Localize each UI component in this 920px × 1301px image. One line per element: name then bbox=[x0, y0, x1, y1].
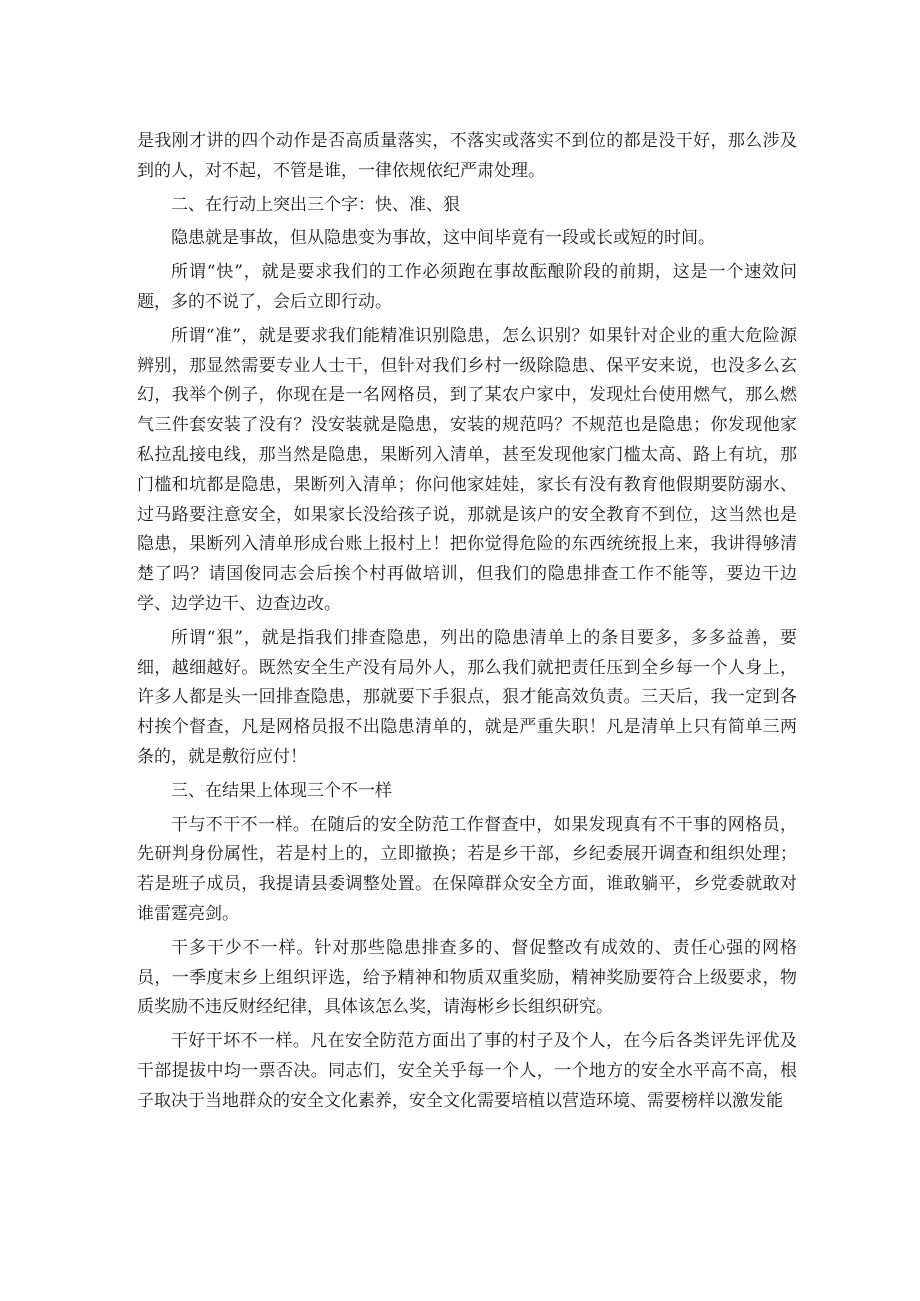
paragraph-body: 干多干少不一样。针对那些隐患排查多的、督促整改有成效的、责任心强的网格员，一季度末乡上组织评选，给予精神和物质双重奖励，精神奖励要符合上级要求，物质奖励不违反财经纪律，具体该怎么奖，请海彬乡长组织研究。 bbox=[137, 937, 797, 1018]
paragraph-body: 所谓“狠”，就是指我们排查隐患，列出的隐患清单上的条目要多，多多益善，要细，越细越好。既然安全生产没有局外人，那么我们就把责任压到全乡每一个人身上，许多人都是头一回排查隐患，那就要下手狠点，狠才能高效负责。三天后，我一定到各村挨个督查，凡是网格员报不出隐患清单的，就是严重失职！凡是清单上只有简单三两条的，就是敷衍应付！ bbox=[137, 627, 797, 767]
paragraph-body: 干与不干不一样。在随后的安全防范工作督查中，如果发现真有不干事的网格员，先研判身份属性，若是村上的，立即撤换；若是乡干部，乡纪委展开调查和组织处理；若是班子成员，我提请县委调整处置。在保障群众安全方面，谁敢躺平，乡党委就敢对谁雷霆亮剑。 bbox=[137, 814, 797, 924]
paragraph-body: 所谓“快”，就是要求我们的工作必须跑在事故酝酿阶段的前期，这是一个速效问题，多的不说了，会后立即行动。 bbox=[137, 262, 797, 312]
section-heading-3: 三、在结果上体现三个不一样 bbox=[171, 780, 392, 801]
paragraph-body: 隐患就是事故，但从隐患变为事故，这中间毕竟有一段或长或短的时间。 bbox=[171, 228, 715, 249]
paragraph-body: 干好干坏不一样。凡在安全防范方面出了事的村子及个人，在今后各类评先评优及干部提拔中均一票否决。同志们，安全关乎每一个人，一个地方的安全水平高不高，根子取决于当地群众的安全文化素养，安全文化需要培植以营造环境、需要榜样以激发能 bbox=[137, 1031, 797, 1111]
section-heading-2: 二、在行动上突出三个字：快、准、狠 bbox=[171, 194, 460, 215]
paragraph-continuation: 是我刚才讲的四个动作是否高质量落实，不落实或落实不到位的都是没干好，那么涉及到的人，对不起，不管是谁，一律依规依纪严肃处理。 bbox=[137, 131, 797, 181]
document-body bbox=[137, 127, 797, 1121]
paragraph-body: 所谓“准”，就是要求我们能精准识别隐患，怎么识别？如果针对企业的重大危险源辨别，那显然需要专业人士干，但针对我们乡村一级除隐患、保平安来说，也没多么玄幻，我举个例子，你现在是一名网格员，到了某农户家中，发现灶台使用燃气，那么燃气三件套安装了没有？没安装就是隐患，安装的规范吗？不规范也是隐患；你发现他家私拉乱接电线，那当然是隐患，果断列入清单，甚至发现他家门槛太高、路上有坑，那门槛和坑都是隐患，果断列入清单；你问他家娃娃，家长有没有教育他假期要防溺水、过马路要注意安全，如果家长没给孩子说，那就是该户的安全教育不到位，这当然也是隐患，果断列入清单形成台账上报村上！把你觉得危险的东西统统报上来，我讲得够清楚了吗？请国俊同志会后挨个村再做培训，但我们的隐患排查工作不能等，要边干边学、边学边干、边查边改。 bbox=[137, 325, 797, 614]
